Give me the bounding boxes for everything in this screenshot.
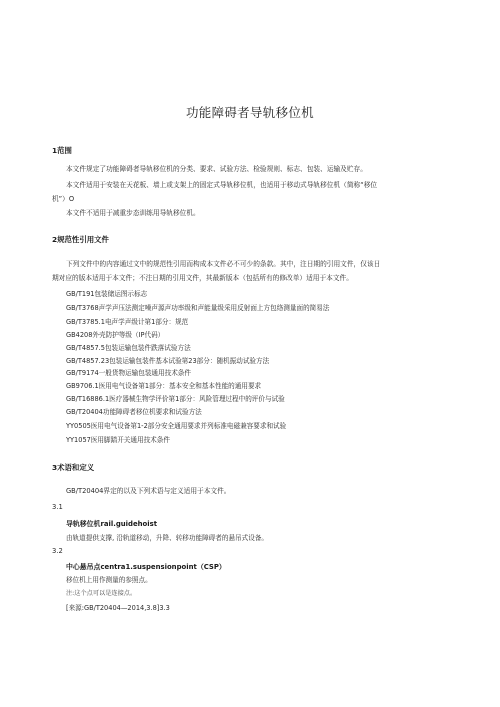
reference-item: GB9706.1医用电气设备第1部分：基本安全和基本性能的通用要求 bbox=[66, 382, 262, 390]
reference-item: GB/T191包装储运图示标志 bbox=[66, 290, 148, 298]
term-definition: 由轨道提供支撑, 沿轨道移动，升降、转移功能障碍者的悬吊式设备。 bbox=[66, 534, 269, 542]
paragraph: 本文件规定了功能障碍者导轨移位机的分类、要求、试验方法、检验规则、标志、包装、运输及贮存。 bbox=[66, 165, 367, 173]
section-heading-terms-and-definitions: 3术语和定义 bbox=[52, 463, 95, 472]
reference-item: YY0505医用电气设备第1-2部分安全通用要求并列标准电磁兼容要求和试验 bbox=[66, 422, 287, 430]
term-note: 注:这个点可以是连接点。 bbox=[66, 590, 137, 597]
term-title: 导轨移位机rail.guidehoist bbox=[66, 520, 158, 528]
reference-item: GB/T3785.1电声学声级计第1部分：规范 bbox=[66, 318, 189, 326]
reference-item: GB/T4857.23包装运输包装件基本试验第23部分：随机振动试验方法 bbox=[66, 357, 270, 365]
paragraph: 期对应的版本适用于本文件；不注日期的引用文件，其最新版本（包括所有的修改单）适用于本文件。 bbox=[52, 274, 353, 282]
section-heading-normative-references: 2规范性引用文件 bbox=[52, 235, 109, 244]
term-number: 3.1 bbox=[52, 503, 63, 511]
section-heading-scope: 1范围 bbox=[52, 146, 72, 155]
reference-item: GB/T4857.5包装运输包装件跌落试验方法 bbox=[66, 344, 191, 352]
paragraph: 本文件适用于安装在天花板、墙上或支架上的固定式导轨移位机，也适用于移动式导轨移位机（简称“移位 bbox=[66, 181, 378, 189]
term-source: [来源:GB/T20404—2014,3.8]3.3 bbox=[66, 604, 170, 612]
reference-item: GB/T16886.1医疗器械生物学评价第1部分：风险管理过程中的评价与试验 bbox=[66, 395, 285, 403]
reference-item: YY1057医用脚踏开关通用技术条件 bbox=[66, 436, 170, 444]
term-definition: 移位机上用作测量的参照点。 bbox=[66, 576, 152, 584]
reference-item: GB/T9174一般货物运输包装通用技术条件 bbox=[66, 369, 191, 377]
document-title: 功能障碍者导轨移位机 bbox=[185, 105, 314, 120]
reference-item: GB4208外壳防护等级（IP代码） bbox=[66, 331, 165, 339]
reference-item: GB/T3768声学声压法测定噪声源声功率级和声能量级采用反射面上方包络测量面的简易法 bbox=[66, 304, 330, 312]
term-title: 中心悬吊点centra1.suspensionpoint（CSP） bbox=[66, 563, 226, 571]
reference-item: GB/T20404功能障碍者移位机要求和试验方法 bbox=[66, 408, 202, 416]
paragraph: 下列文件中的内容通过文中的规范性引用而构成本文件必不可少的条款。其中，注日期的引用文件，仅该日 bbox=[66, 260, 381, 268]
term-number: 3.2 bbox=[52, 547, 63, 555]
paragraph: 机”）O bbox=[52, 195, 75, 203]
paragraph: GB/T20404界定的以及下列术语与定义适用于本文件。 bbox=[66, 487, 231, 495]
paragraph: 本文件不适用于减重步态训练用导轨移位机。 bbox=[66, 209, 200, 217]
